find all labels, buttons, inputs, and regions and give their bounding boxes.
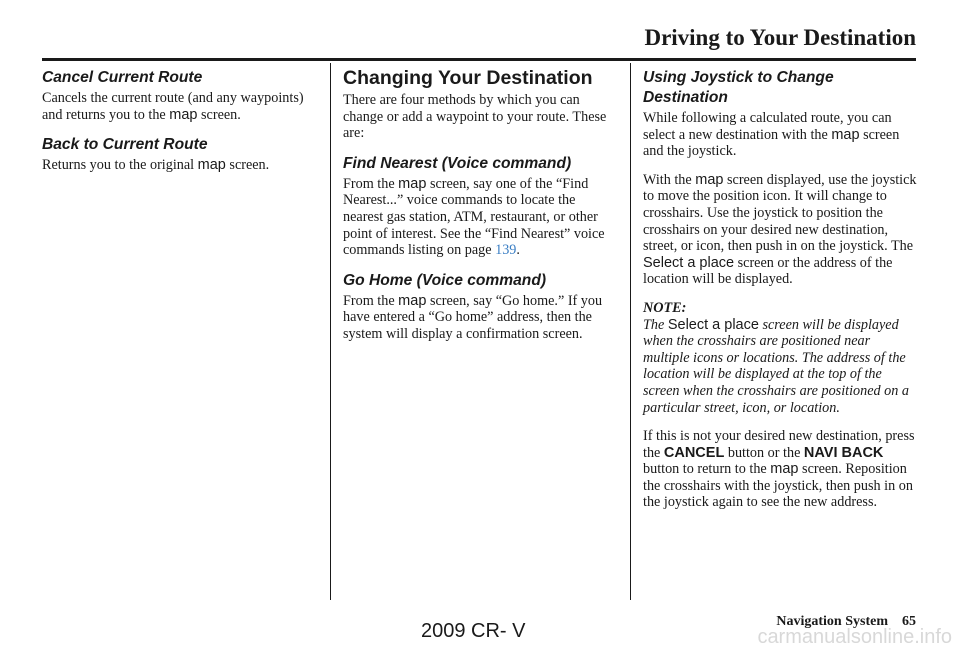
joystick-text-1: While following a calculated route, you can select a new destination with the map screen and the joystick. bbox=[643, 110, 900, 160]
joystick-heading: Using Joystick to Change Destination bbox=[643, 69, 834, 106]
model-label: 2009 CR- V bbox=[421, 620, 526, 642]
column-divider-1 bbox=[330, 63, 331, 600]
find-nearest-text: From the map screen, say one of the “Find Nearest...” voice commands to locate the nearest gas station, ATM, restaurant, or other point of interest. See the “Find Nearest” voice commands listing on page 139. bbox=[343, 175, 605, 259]
go-home-text: From the map screen, say “Go home.” If you have entered a “Go home” address, then the system will display a confirmation screen. bbox=[343, 292, 603, 342]
footer-section-label: Navigation System 65 bbox=[776, 614, 916, 629]
page-139-link[interactable]: 139 bbox=[495, 242, 517, 259]
column-2 bbox=[343, 66, 618, 355]
column-divider-2 bbox=[630, 63, 631, 600]
back-route-heading: Back to Current Route bbox=[42, 136, 208, 154]
note-text: The Select a place screen will be displayed when the crosshairs are positioned near multiple icons or locations. The address of the location will be displayed at the top of the screen when the crosshairs are positioned on a particular street, icon, or location. bbox=[643, 316, 909, 416]
changing-destination-heading: Changing Your Destination bbox=[343, 67, 593, 89]
joystick-text-2: With the map screen displayed, use the joystick to move the position icon. It will change to crosshairs. Use the joystick to position the crosshairs on your desired new destination, street, or icon, then push in on the joystick. The Select a place screen or the address of the location will be displayed. bbox=[643, 171, 917, 288]
cancel-route-heading: Cancel Current Route bbox=[42, 69, 203, 86]
page-header-title: Driving to Your Destination bbox=[644, 25, 916, 50]
column-3 bbox=[643, 66, 918, 523]
changing-destination-intro: There are four methods by which you can change or add a waypoint to your route. These are: bbox=[343, 92, 607, 142]
find-nearest-heading: Find Nearest (Voice command) bbox=[343, 154, 572, 172]
note-label: NOTE: bbox=[643, 299, 687, 316]
header-divider bbox=[42, 58, 916, 61]
column-1 bbox=[42, 66, 320, 186]
cancel-route-text: Cancels the current route (and any waypoints) and returns you to the map screen. bbox=[42, 90, 304, 123]
page-number: 65 bbox=[902, 614, 916, 629]
go-home-heading: Go Home (Voice command) bbox=[343, 271, 547, 289]
back-route-text: Returns you to the original map screen. bbox=[42, 157, 270, 174]
joystick-text-3: If this is not your desired new destination, press the CANCEL button or the NAVI BACK button to return to the map screen. Reposition the crosshairs with the joystick, then push in on the joystick again to see the new address. bbox=[643, 428, 915, 511]
watermark: carmanualsonline.info bbox=[757, 626, 952, 648]
